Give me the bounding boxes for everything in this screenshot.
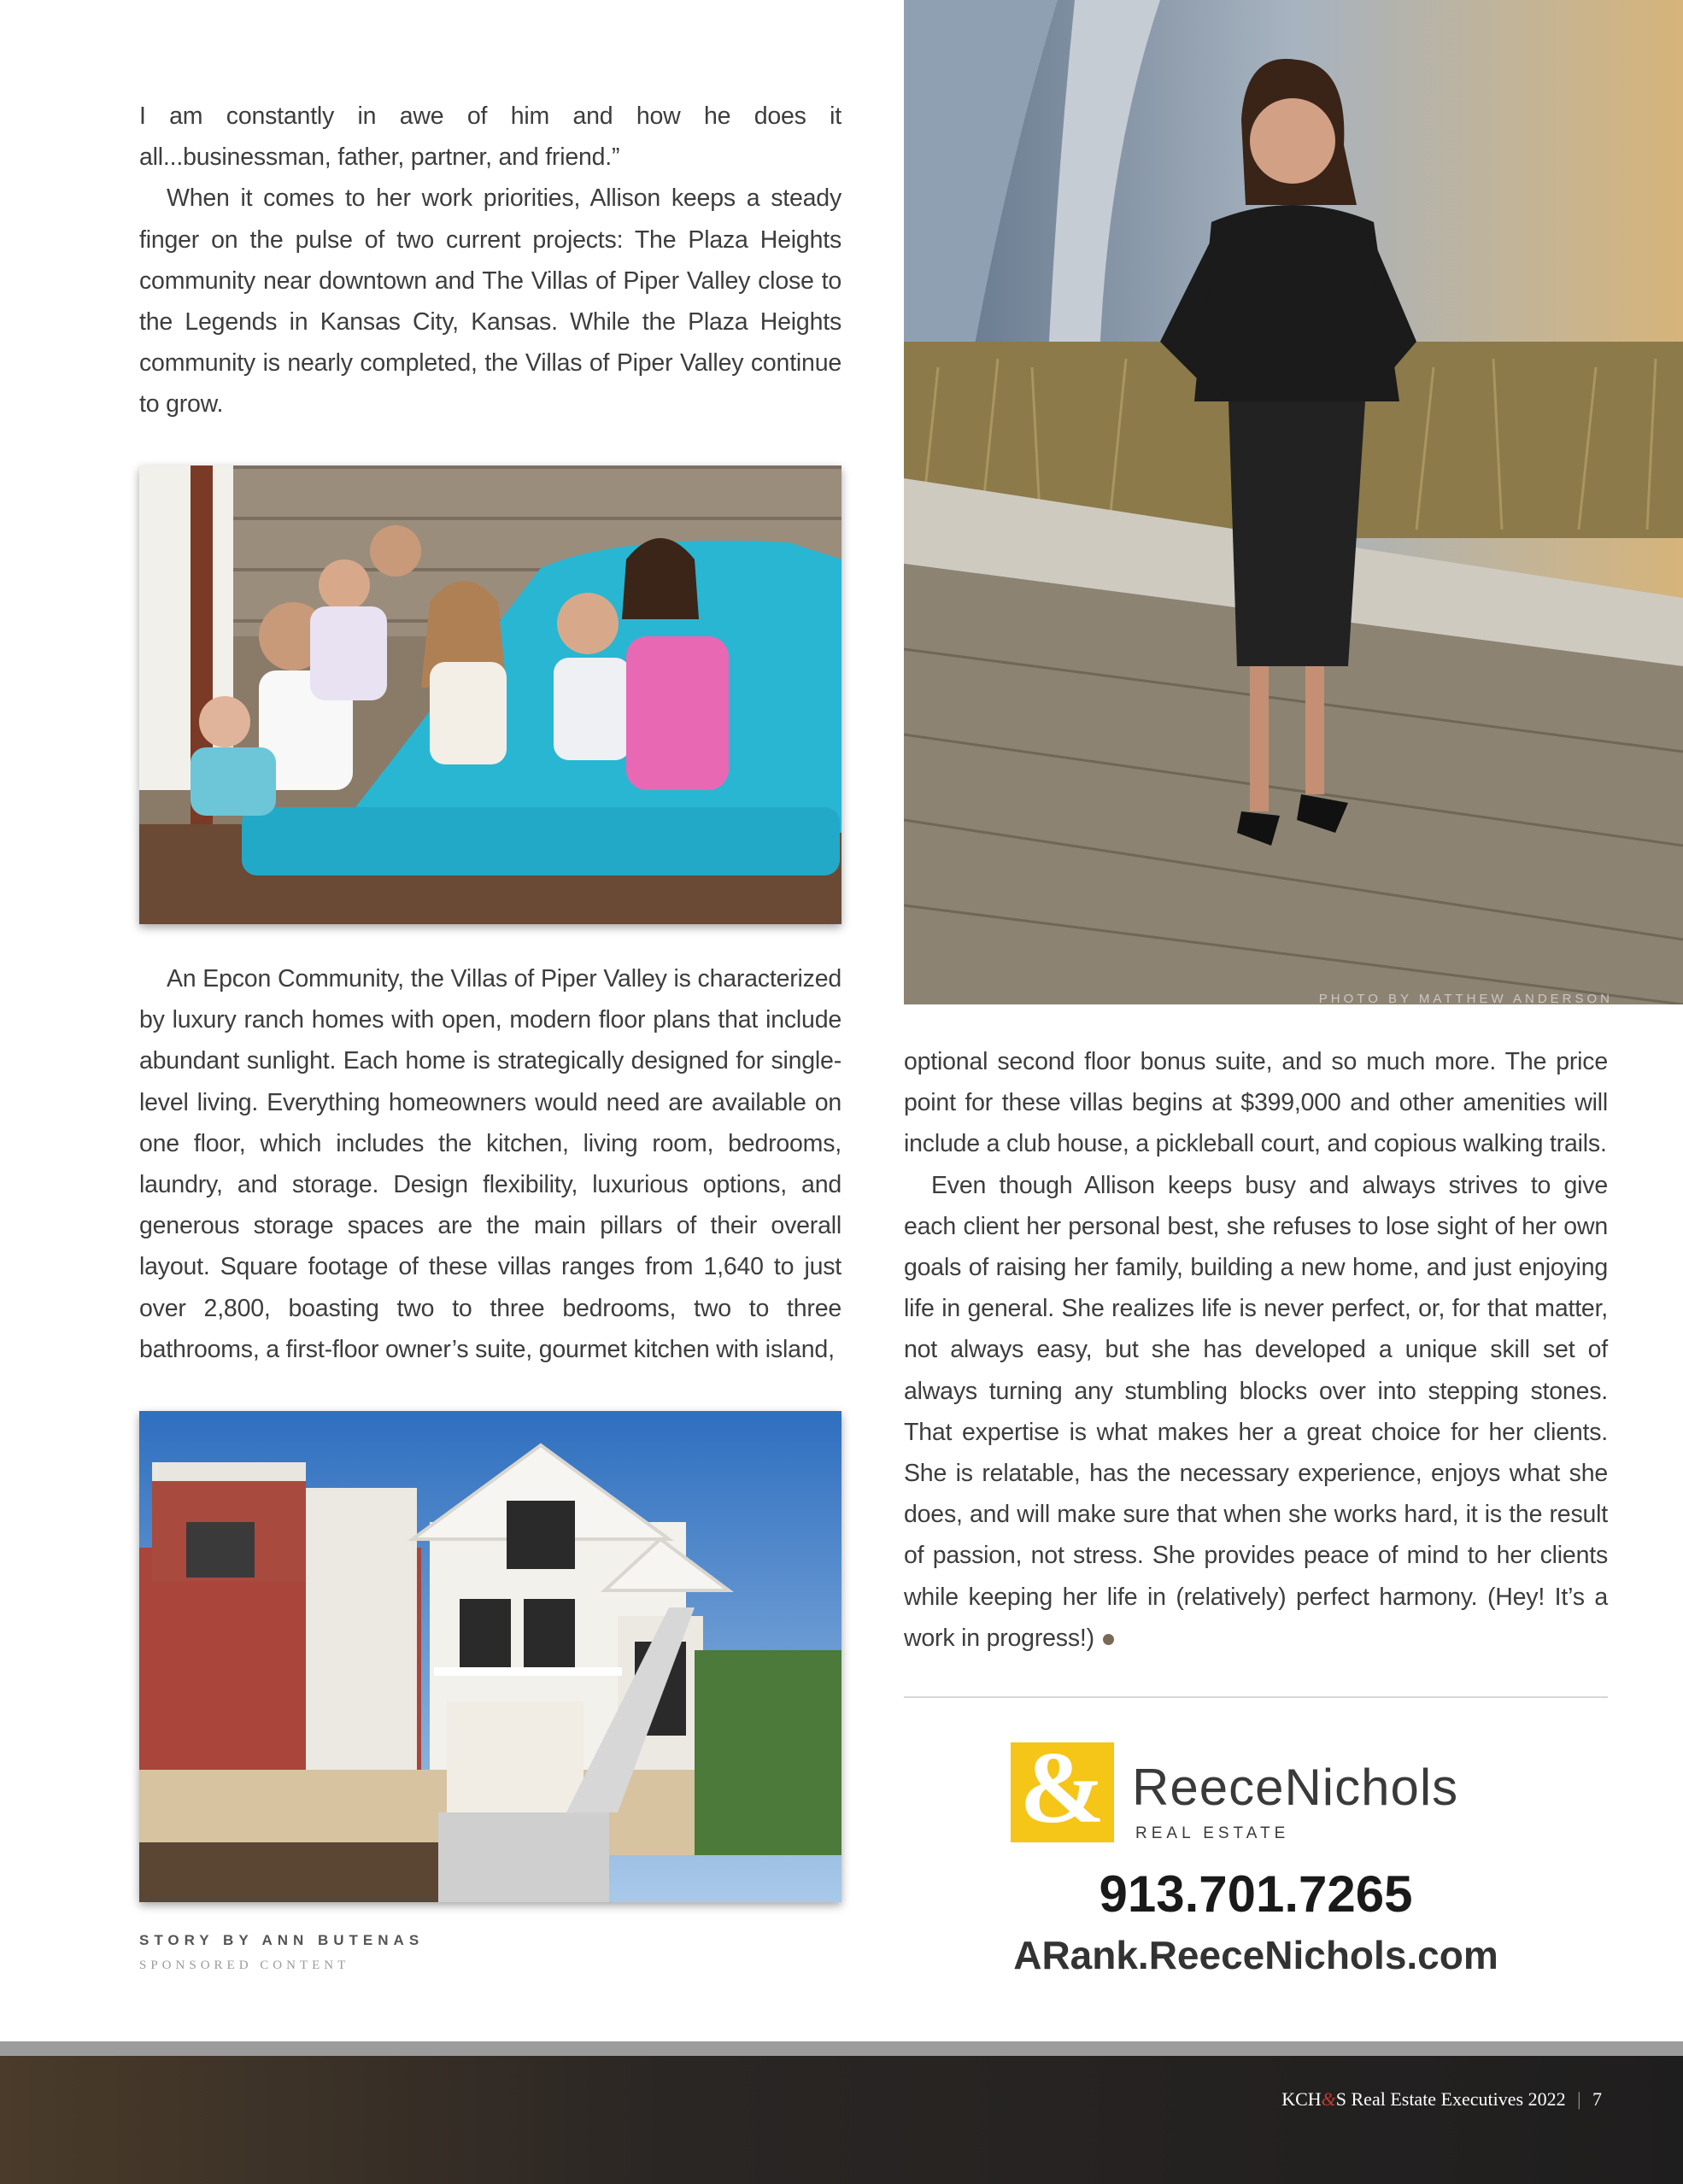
right-column-text (904, 1041, 1608, 1659)
divider (904, 1696, 1608, 1698)
website-link[interactable]: ARank.ReeceNichols.com (1013, 1933, 1498, 1977)
brand-name: ReeceNichols (1132, 1759, 1459, 1816)
house-photo (139, 1411, 842, 1902)
paragraph: An Epcon Community, the Villas of Piper Valley is characterized by luxury ranch homes with open, modern floor plans that include abundant sunlight. Each home is strategically designed for single-level living. Everything homeowners would need are available on one floor, which includes the kitchen, living room, bedrooms, laundry, and storage. Design flexibility, luxurious options, and generous storage spaces are the main pillars of their overall layout. Square footage of these villas ranges from 1,640 to just over 2,800, boasting two to three bedrooms, two to three bathrooms, a first-floor owner’s suite, gourmet kitchen with island, (139, 965, 842, 1363)
publication-name: KCH (1281, 2088, 1322, 2110)
paragraph-text: Even though Allison keeps busy and always strives to give each client her personal best, she refuses to lose sight of her own goals of raising her family, building a new home, and just enjoying life in general. She realizes life is never perfect, or, for that matter, not always easy, but she has developed a unique skill set of always turning any stumbling blocks over into stepping stones. That expertise is what makes her a great choice for her clients. She is relatable, has the necessary experience, enjoys what she does, and will make sure that when she works hard, it is the result of passion, not stress. She provides peace of mind to her clients while keeping her life in (relatively) perfect harmony. (Hey! It’s a work in progress!) (904, 1171, 1608, 1652)
left-column-middle (139, 958, 842, 1370)
family-photo (139, 465, 842, 924)
ampersand-logo-icon: & (1019, 1730, 1105, 1844)
end-bullet-icon (1103, 1634, 1114, 1645)
footer-separator: | (1577, 2088, 1581, 2110)
paragraph: When it comes to her work priorities, Allison keeps a steady finger on the pulse of two current projects: The Plaza Heights community near downtown and The Villas of Piper Valley close to the Legends in Kansas City, Kansas. While the Plaza Heights community is nearly completed, the Villas of Piper Valley continue to grow. (139, 184, 842, 419)
publication-ampersand: & (1321, 2088, 1336, 2110)
footer-accent-bar (0, 2041, 1683, 2056)
footer-caption (1281, 2088, 1602, 2111)
photo-credit: PHOTO BY MATTHEW ANDERSON (1318, 992, 1613, 1004)
paragraph: optional second floor bonus suite, and so much more. The price point for these villas begins at $399,000 and other amenities will include a club house, a pickleball court, and copious walking trails. (904, 1048, 1608, 1158)
sponsored-label: SPONSORED CONTENT (139, 1959, 350, 1972)
brand-subtitle: REAL ESTATE (1135, 1824, 1290, 1842)
paragraph-closing (904, 1165, 1608, 1659)
publication-name-rest: S Real Estate Executives 2022 (1335, 2088, 1566, 2110)
left-column-top (139, 96, 842, 425)
phone-number: 913.701.7265 (1099, 1865, 1413, 1923)
page-number: 7 (1592, 2088, 1602, 2110)
paragraph: I am constantly in awe of him and how he does it all...businessman, father, partner, and friend.” (139, 102, 842, 172)
portrait-photo (904, 0, 1683, 1004)
story-byline: STORY BY ANN BUTENAS (139, 1932, 425, 1948)
page-footer (0, 2056, 1683, 2184)
